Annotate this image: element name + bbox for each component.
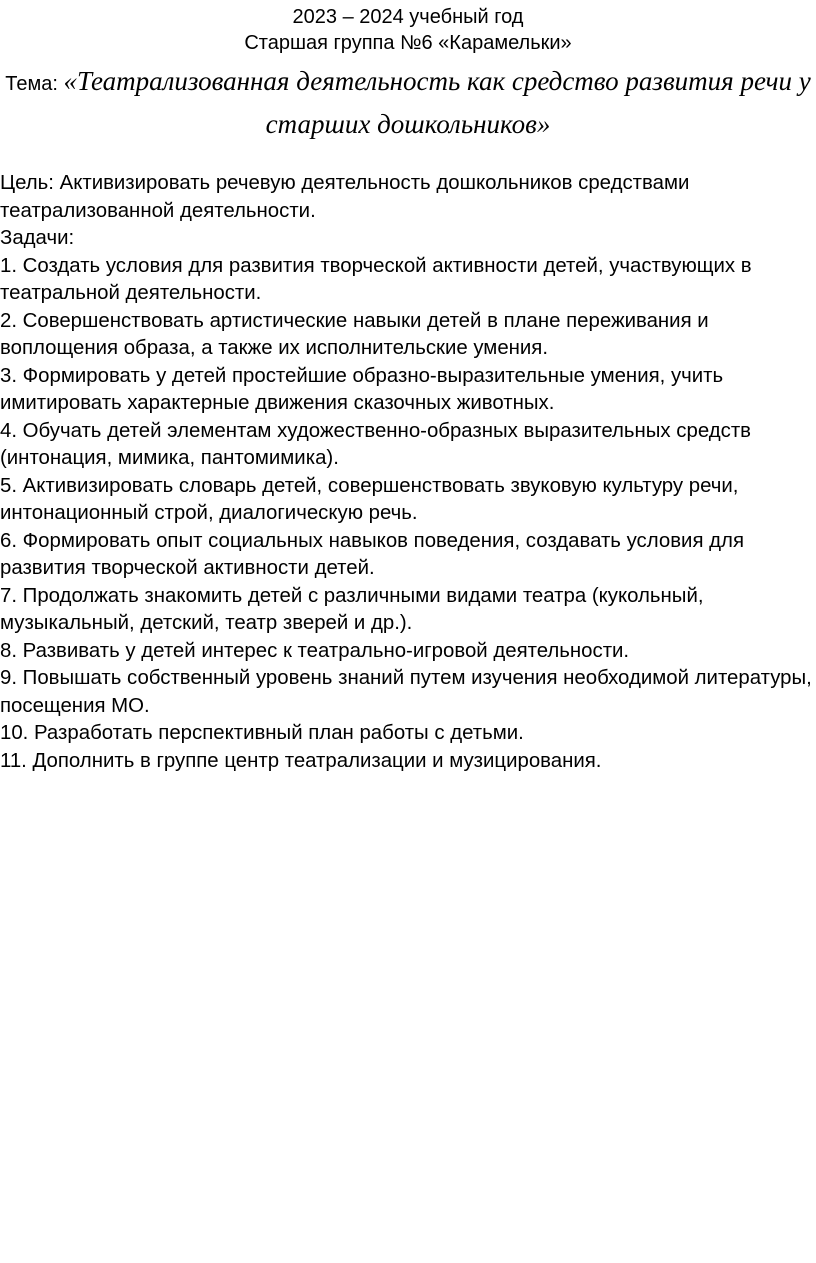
task-item: 7. Продолжать знакомить детей с различными видами театра (кукольный, музыкальный, детский, театр зверей и др.).: [0, 584, 704, 634]
task-item: 5. Активизировать словарь детей, совершенствовать звуковую культуру речи, интонационный строй, диалогическую речь.: [0, 474, 739, 524]
task-item: 2. Совершенствовать артистические навыки детей в плане переживания и воплощения образа, а также их исполнительские умения.: [0, 309, 709, 359]
goal-paragraph: Цель: Активизировать речевую деятельность дошкольников средствами театрализованной деятельности.: [0, 172, 690, 222]
task-item: 9. Повышать собственный уровень знаний путем изучения необходимой литературы, посещения МО.: [0, 667, 812, 717]
task-item: 11. Дополнить в группе центр театрализации и музицирования.: [0, 749, 602, 772]
group-name: Старшая группа №6 «Карамельки»: [244, 32, 572, 54]
document-body: [0, 170, 816, 775]
task-item: 1. Создать условия для развития творческой активности детей, участвующих в театральной деятельности.: [0, 254, 752, 304]
academic-year: 2023 – 2024 учебный год: [292, 6, 524, 28]
task-item: 3. Формировать у детей простейшие образно-выразительные умения, учить имитировать характерные движения сказочных животных.: [0, 364, 724, 414]
task-item: 4. Обучать детей элементам художественно-образных выразительных средств (интонация, мимика, пантомимика).: [0, 419, 751, 469]
topic-prefix: Тема:: [5, 73, 64, 95]
task-item: 10. Разработать перспективный план работы с детьми.: [0, 722, 524, 744]
topic-close-quote: »: [536, 109, 551, 139]
topic-title: Театрализованная деятельность как средство развития речи у старших дошкольников: [76, 66, 811, 139]
topic-open-quote: «: [63, 66, 77, 96]
tasks-label: Задачи:: [0, 227, 75, 249]
topic-heading: [0, 62, 816, 148]
task-item: 6. Формировать опыт социальных навыков поведения, создавать условия для развития творческой активности детей.: [0, 529, 744, 579]
task-list: [0, 253, 816, 776]
task-item: 8. Развивать у детей интерес к театрально-игровой деятельности.: [0, 639, 630, 662]
